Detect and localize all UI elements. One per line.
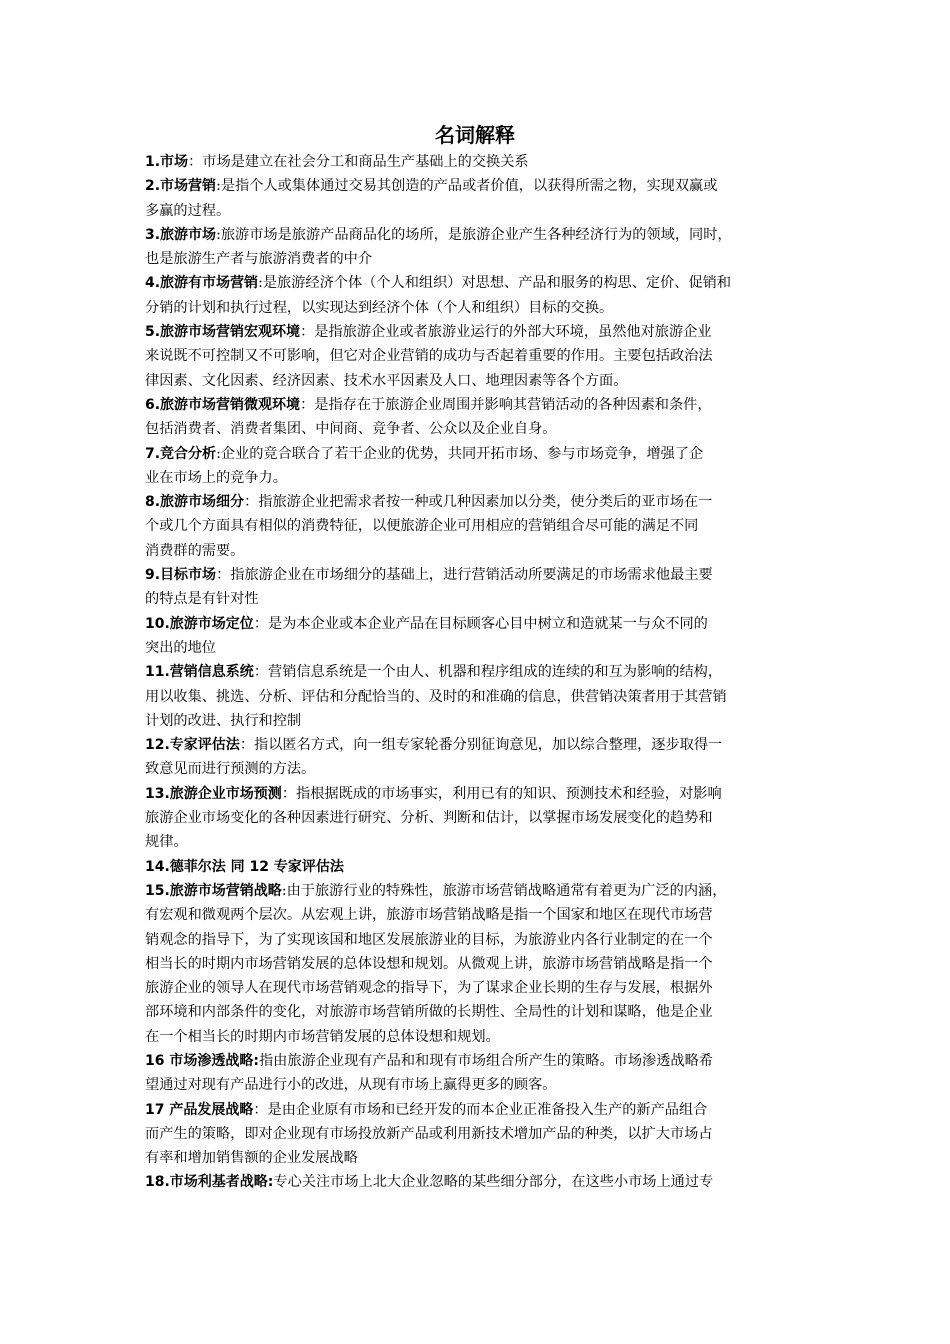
glossary-entry: [145, 1170, 812, 1194]
entry-line: [145, 393, 812, 417]
definition-text: ：是指存在于旅游企业周围并影响其营销活动的各种因素和条件，: [300, 396, 712, 413]
definition-text: 消费群的需要。: [145, 542, 245, 559]
glossary-term: 5.旅游市场营销宏观环境: [145, 324, 301, 341]
glossary-term: 7.竞合分析: [145, 445, 217, 462]
entry-line: [145, 296, 812, 320]
glossary-term: 3.旅游市场: [145, 226, 217, 243]
entry-line: [145, 855, 812, 879]
glossary-entry: [145, 150, 812, 174]
glossary-entry: [145, 563, 812, 612]
entry-line: [145, 466, 812, 490]
definition-text: 包括消费者、消费者集团、中间商、竞争者、公众以及企业自身。: [145, 421, 557, 438]
definition-text: :由于旅游行业的特殊性，旅游市场营销战略通常有着更为广泛的内涵，: [281, 882, 727, 899]
entry-line: [145, 709, 812, 733]
entry-line: [145, 952, 812, 976]
definition-text: :企业的竞合联合了若干企业的优势，共同开拓市场、参与市场竞争，增强了企: [216, 445, 704, 462]
definition-text: 用以收集、挑选、分析、评估和分配恰当的、及时的和准确的信息，供营销决策者用于其营销: [145, 688, 727, 705]
definition-text: :旅游市场是旅游产品商品化的场所，是旅游企业产生各种经济行为的领域，同时，: [216, 226, 732, 243]
definition-text: :是指个人或集体通过交易其创造的产品或者价值，以获得所需之物，实现双赢或: [216, 178, 718, 195]
glossary-entry: [145, 320, 812, 393]
definition-text: 个或几个方面具有相似的消费特征，以便旅游企业可用相应的营销组合尽可能的满足不同: [145, 518, 699, 535]
entry-line: [145, 1146, 812, 1170]
entry-line: [145, 490, 812, 514]
entry-line: [145, 369, 812, 393]
definition-text: ：指旅游企业在市场细分的基础上，进行营销活动所要满足的市场需求他最主要: [216, 567, 713, 584]
definition-text: ：营销信息系统是一个由人、机器和程序组成的连续的和互为影响的结构，: [253, 664, 723, 681]
definition-text: 专心关注市场上北大企业忽略的某些细分部分，在这些小市场上通过专: [273, 1174, 714, 1191]
entry-line: [145, 733, 812, 757]
entry-line: [145, 806, 812, 830]
definition-text: 旅游企业市场变化的各种因素进行研究、分析、判断和估计，以掌握市场发展变化的趋势和: [145, 810, 713, 827]
entry-line: [145, 514, 812, 538]
definition-text: 部环境和内部条件的变化，对旅游市场营销所做的长期性、全局性的计划和谋略，他是企业: [145, 1004, 713, 1021]
entry-line: [145, 223, 812, 247]
entry-line: [145, 928, 812, 952]
entry-line: [145, 344, 812, 368]
entry-line: [145, 612, 812, 636]
entry-line: [145, 1098, 812, 1122]
glossary-term: 16 市场渗透战略:: [145, 1052, 259, 1069]
entry-line: [145, 1000, 812, 1024]
entry-line: [145, 417, 812, 441]
glossary-term: 2.市场营销: [145, 178, 217, 195]
entry-line: [145, 320, 812, 344]
glossary-term: 10.旅游市场定位: [145, 615, 254, 632]
glossary-entry: [145, 393, 812, 442]
definition-text: 多赢的过程。: [145, 202, 231, 219]
definition-text: 有宏观和微观两个层次。从宏观上讲，旅游市场营销战略是指一个国家和地区在现代市场营: [145, 907, 713, 924]
glossary-entry: [145, 271, 812, 320]
entry-line: [145, 757, 812, 781]
entry-line: [145, 976, 812, 1000]
glossary-entry: [145, 660, 812, 733]
glossary-term: 6.旅游市场营销微观环境: [145, 396, 301, 413]
definition-text: 有率和增加销售额的企业发展战略: [145, 1150, 358, 1167]
entry-line: [145, 271, 812, 295]
entry-line: [145, 782, 812, 806]
definition-text: 突出的地位: [145, 639, 216, 656]
definition-text: ：是为本企业或本企业产品在目标顾客心目中树立和造就某一与众不同的: [253, 615, 708, 632]
definition-text: 规律。: [145, 834, 188, 851]
definition-text: 的特点是有针对性: [145, 591, 259, 608]
glossary-entry: [145, 490, 812, 563]
definition-text: ：指旅游企业把需求者按一种或几种因素加以分类，使分类后的亚市场在一: [244, 494, 713, 511]
definition-text: 分销的计划和执行过程，以实现达到经济个体（个人和组织）目标的交换。: [145, 299, 614, 316]
entry-line: [145, 660, 812, 684]
entry-line: [145, 1049, 812, 1073]
entry-line: [145, 636, 812, 660]
page-title: 名词解释: [435, 123, 515, 147]
glossary-entry: [145, 879, 812, 1049]
definition-text: 也是旅游生产者与旅游消费者的中介: [145, 251, 373, 268]
entry-line: [145, 1073, 812, 1097]
glossary-term: 4.旅游有市场营销: [145, 275, 259, 292]
entry-line: [145, 1170, 812, 1194]
entry-line: [145, 879, 812, 903]
definition-text: 指由旅游企业现有产品和和现有市场组合所产生的策略。市场渗透战略希: [258, 1052, 713, 1069]
glossary-entry: [145, 782, 812, 855]
definition-text: 致意见而进行预测的方法。: [145, 761, 316, 778]
definition-text: ：指以匿名方式，向一组专家轮番分别征询意见，加以综合整理，逐步取得一: [239, 737, 723, 754]
definition-text: 销观念的指导下，为了实现该国和地区发展旅游业的目标，为旅游业内各行业制定的在一个: [145, 931, 713, 948]
entry-line: [145, 903, 812, 927]
entry-line: [145, 1025, 812, 1049]
glossary-term: 8.旅游市场细分: [145, 494, 245, 511]
entry-line: [145, 539, 812, 563]
glossary-term: 12.专家评估法: [145, 737, 240, 754]
definition-text: 计划的改进、执行和控制: [145, 712, 302, 729]
glossary-entry: [145, 855, 812, 879]
definition-text: 在一个相当长的时期内市场营销发展的总体设想和规划。: [145, 1028, 500, 1045]
definition-text: 旅游企业的领导人在现代市场营销观念的指导下，为了谋求企业长期的生存与发展，根据外: [145, 980, 713, 997]
entry-line: [145, 563, 812, 587]
definition-text: ：指根据既成的市场事实，利用已有的知识、预测技术和经验，对影响: [281, 785, 722, 802]
entry-line: [145, 199, 812, 223]
glossary-term: 13.旅游企业市场预测: [145, 785, 282, 802]
entry-line: [145, 174, 812, 198]
glossary-term: 1.市场: [145, 154, 189, 170]
glossary-term: 18.市场利基者战略:: [145, 1174, 274, 1191]
glossary-entry: [145, 1098, 812, 1171]
entry-line: [145, 150, 812, 174]
glossary-term: 9.目标市场: [145, 567, 217, 584]
glossary-list: [145, 150, 812, 1195]
glossary-term: 15.旅游市场营销战略: [145, 882, 282, 899]
glossary-entry: [145, 174, 812, 223]
definition-text: 相当长的时期内市场营销发展的总体设想和规划。从微观上讲，旅游市场营销战略是指一个: [145, 955, 713, 972]
definition-text: 而产生的策略，即对企业现有市场投放新产品或利用新技术增加产品的种类，以扩大市场占: [145, 1125, 713, 1142]
glossary-entry: [145, 223, 812, 272]
definition-text: ：市场是建立在社会分工和商品生产基础上的交换关系: [188, 154, 529, 170]
glossary-entry: [145, 442, 812, 491]
entry-line: [145, 1122, 812, 1146]
glossary-term: 14.德菲尔法 同 12 专家评估法: [145, 858, 344, 875]
entry-line: [145, 442, 812, 466]
definition-text: 律因素、文化因素、经济因素、技术水平因素及人口、地理因素等各个方面。: [145, 372, 628, 389]
definition-text: 望通过对现有产品进行小的改进，从现有市场上赢得更多的顾客。: [145, 1077, 557, 1094]
definition-text: ：是由企业原有市场和已经开发的而本企业正准备投入生产的新产品组合: [253, 1101, 708, 1118]
glossary-term: 11.营销信息系统: [145, 664, 254, 681]
entry-line: [145, 685, 812, 709]
definition-text: 来说既不可控制又不可影响，但它对企业营销的成功与否起着重要的作用。主要包括政治法: [145, 348, 713, 365]
definition-text: :是旅游经济个体（个人和组织）对思想、产品和服务的构思、定价、促销和: [258, 275, 732, 292]
glossary-entry: [145, 612, 812, 661]
entry-line: [145, 247, 812, 271]
glossary-term: 17 产品发展战略: [145, 1101, 254, 1118]
definition-text: 业在市场上的竞争力。: [145, 469, 287, 486]
entry-line: [145, 587, 812, 611]
glossary-entry: [145, 733, 812, 782]
glossary-entry: [145, 1049, 812, 1098]
definition-text: ：是指旅游企业或者旅游业运行的外部大环境，虽然他对旅游企业: [300, 324, 712, 341]
entry-line: [145, 830, 812, 854]
